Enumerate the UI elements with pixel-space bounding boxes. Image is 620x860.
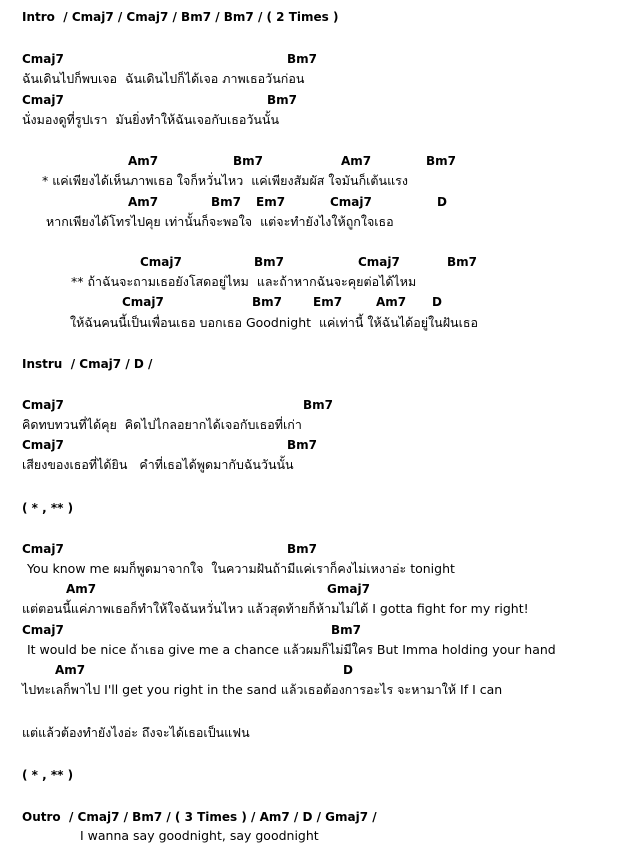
chord: Cmaj7: [358, 255, 400, 269]
lyric-line: แต่แล้วต้องทำยังไงอ่ะ ถึงจะได้เธอเป็นแฟน: [22, 725, 250, 740]
outro-section: Outro / Cmaj7 / Bm7 / ( 3 Times ) / Am7 / D / Gmaj7 /: [22, 810, 377, 824]
chord: Am7: [376, 295, 407, 309]
chord: Bm7: [331, 623, 361, 637]
chord: Cmaj7: [330, 195, 372, 209]
chord: Bm7: [303, 398, 333, 412]
lyric-line: ฉันเดินไปก็พบเจอ ฉันเดินไปก็ได้เจอ ภาพเธอวันก่อน: [22, 71, 305, 86]
chord: Bm7: [252, 295, 282, 309]
chord: Bm7: [233, 154, 263, 168]
chord: Bm7: [287, 52, 317, 66]
lyric-line: คิดทบทวนที่ได้คุย คิดไปไกลอยากได้เจอกับเธอที่เก่า: [22, 417, 302, 432]
chord: Cmaj7: [122, 295, 164, 309]
chord: Bm7: [287, 438, 317, 452]
chord: Em7: [256, 195, 286, 209]
chord: Am7: [128, 195, 159, 209]
chord: Am7: [66, 582, 97, 596]
instru-section: Instru / Cmaj7 / D /: [22, 357, 153, 371]
chord: Am7: [55, 663, 86, 677]
chord: Cmaj7: [22, 623, 64, 637]
lyric-line: ไปทะเลก็พาไป I'll get you right in the sand แล้วเธอต้องการอะไร จะหามาให้ If I can: [22, 682, 503, 697]
chord: D: [432, 295, 442, 309]
chord: Bm7: [426, 154, 456, 168]
lyric-line: แต่ตอนนี้แค่ภาพเธอก็ทำให้ใจฉันหวั่นไหว แล้วสุดท้ายก็ห้ามไม่ได้ I gotta fight for my right!: [22, 601, 529, 616]
chord: Cmaj7: [22, 438, 64, 452]
chord: Cmaj7: [22, 542, 64, 556]
chord: Em7: [313, 295, 343, 309]
chord: D: [343, 663, 353, 677]
chord: D: [437, 195, 447, 209]
chord: Cmaj7: [22, 52, 64, 66]
chord: Bm7: [267, 93, 297, 107]
chord: Bm7: [287, 542, 317, 556]
chord: Bm7: [254, 255, 284, 269]
lyric-line: I wanna say goodnight, say goodnight: [80, 828, 319, 843]
chord: Cmaj7: [140, 255, 182, 269]
lyric-line: You know me ผมก็พูดมาจากใจ ในความฝันถ้ามีแค่เราก็คงไม่เหงาอ่ะ tonight: [27, 561, 455, 576]
chord: Cmaj7: [22, 93, 64, 107]
lyric-line: เสียงของเธอที่ได้ยิน คำที่เธอได้พูดมากับฉันวันนั้น: [22, 457, 294, 472]
lyric-line: ** ถ้าฉันจะถามเธอยังโสดอยู่ไหม และถ้าหากฉันจะคุยต่อได้ไหม: [71, 274, 417, 289]
lyric-line: หากเพียงได้โทรไปคุย เท่านั้นก็จะพอใจ แต่จะทำยังไงให้ถูกใจเธอ: [46, 214, 394, 229]
repeat-marker: ( * , ** ): [22, 768, 74, 782]
chord: Gmaj7: [327, 582, 370, 596]
chord: Am7: [341, 154, 372, 168]
repeat-marker: ( * , ** ): [22, 501, 74, 515]
chord: Bm7: [211, 195, 241, 209]
chord: Bm7: [447, 255, 477, 269]
lyric-line: * แค่เพียงได้เห็นภาพเธอ ใจก็หวั่นไหว แค่เพียงสัมผัส ใจมันก็เต้นแรง: [42, 173, 408, 188]
lyric-line: ให้ฉันคนนี้เป็นเพื่อนเธอ บอกเธอ Goodnight แค่เท่านี้ ให้ฉันได้อยู่ในฝันเธอ: [70, 315, 478, 330]
chord: Cmaj7: [22, 398, 64, 412]
chord: Am7: [128, 154, 159, 168]
lyric-line: It would be nice ถ้าเธอ give me a chance แล้วผมก็ไม่มีใคร But Imma holding your hand: [27, 642, 556, 657]
intro-section: Intro / Cmaj7 / Cmaj7 / Bm7 / Bm7 / ( 2 Times ): [22, 10, 339, 24]
lyric-line: นั่งมองดูที่รูปเรา มันยิ่งทำให้ฉันเจอกับเธอวันนั้น: [22, 112, 280, 127]
